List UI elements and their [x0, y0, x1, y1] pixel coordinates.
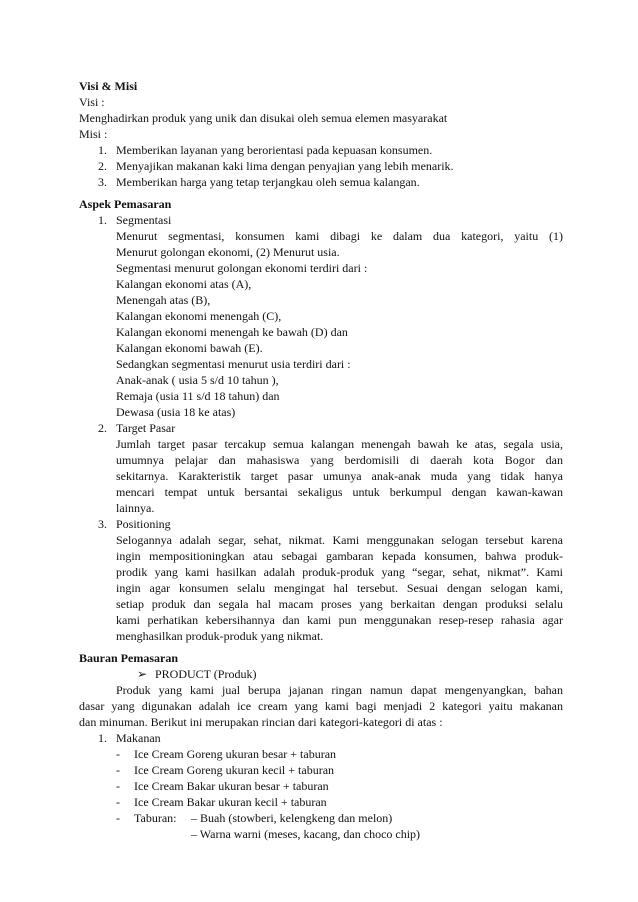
- target-pasar-title: Target Pasar: [116, 421, 176, 435]
- positioning-line: ingin mempositioningkan atau sebagai gambaran kepada konsumen, bahwa produk-: [116, 549, 563, 563]
- dash-bullet: -: [116, 779, 120, 793]
- menu-item: Ice Cream Goreng ukuran kecil + taburan: [134, 763, 335, 777]
- dash-bullet: -: [116, 747, 120, 761]
- positioning-line: kami perhatikan kebersihannya dan kami pun menggunakan resep-resep rahasia agar: [116, 613, 563, 627]
- section-heading-visi-misi: Visi & Misi: [79, 79, 138, 93]
- segmentasi-number: 1.: [98, 213, 107, 227]
- taburan-line: – Warna warni (meses, kacang, dan choco chip): [191, 827, 421, 841]
- dash-bullet: -: [116, 763, 120, 777]
- product-paragraph-line: dan minuman. Berikut ini merupakan rincian dari kategori-kategori di atas :: [79, 715, 443, 729]
- segmentasi-line: Remaja (usia 11 s/d 18 tahun) dan: [116, 389, 280, 403]
- target-pasar-line: Jumlah target pasar tercakup semua kalangan menengah bawah ke atas, segala usia,: [116, 437, 563, 451]
- menu-item: Ice Cream Goreng ukuran besar + taburan: [134, 747, 337, 761]
- segmentasi-line: Kalangan ekonomi menengah ke bawah (D) dan: [116, 325, 348, 339]
- misi-label: Misi :: [79, 127, 108, 141]
- target-pasar-line: mencari tempat untuk bersantai sekaligus untuk berkumpul dengan kawan-kawan: [116, 485, 563, 499]
- product-paragraph-line: Produk yang kami jual berupa jajanan ringan namun dapat mengenyangkan, bahan: [116, 683, 563, 697]
- misi-item-number: 1.: [98, 143, 107, 157]
- misi-item-number: 2.: [98, 159, 107, 173]
- menu-item: Ice Cream Bakar ukuran kecil + taburan: [134, 795, 327, 809]
- makanan-title: Makanan: [116, 731, 161, 745]
- positioning-number: 3.: [98, 517, 107, 531]
- positioning-line: prodik yang kami hasilkan adalah produk-produk yang “segar, sehat, nikmat”. Kami: [116, 565, 563, 579]
- positioning-title: Positioning: [116, 517, 171, 531]
- segmentasi-line: Kalangan ekonomi bawah (E).: [116, 341, 263, 355]
- product-subheading: PRODUCT (Produk): [155, 667, 257, 681]
- misi-item-text: Memberikan layanan yang berorientasi pada kepuasan konsumen.: [116, 143, 433, 157]
- dash-bullet: -: [116, 811, 120, 825]
- menu-item: Ice Cream Bakar ukuran besar + taburan: [134, 779, 329, 793]
- segmentasi-line: Menurut segmentasi, konsumen kami dibagi ke dalam dua kategori, yaitu (1): [116, 229, 563, 243]
- visi-text: Menghadirkan produk yang unik dan disukai oleh semua elemen masyarakat: [79, 111, 448, 125]
- positioning-line: Selogannya adalah segar, sehat, nikmat. Kami menggunakan selogan tersebut karena: [116, 533, 563, 547]
- segmentasi-line: Sedangkan segmentasi menurut usia terdiri dari :: [116, 357, 351, 371]
- taburan-label: Taburan:: [134, 811, 177, 825]
- segmentasi-line: Dewasa (usia 18 ke atas): [116, 405, 236, 419]
- product-paragraph-line: dasar yang digunakan adalah ice cream yang kami bagi menjadi 2 kategori yaitu makanan: [79, 699, 563, 713]
- segmentasi-line: Kalangan ekonomi menengah (C),: [116, 309, 282, 323]
- positioning-line: menghasilkan produk-produk yang nikmat.: [116, 629, 324, 643]
- positioning-line: ingin agar konsumen selalu mengingat hal tersebut. Sesuai dengan selogan kami,: [116, 581, 563, 595]
- segmentasi-line: Segmentasi menurut golongan ekonomi terdiri dari :: [116, 261, 368, 275]
- target-pasar-line: sekitarnya. Karakteristik target pasar umunya anak-anak muda yang tidak hanya: [116, 469, 563, 483]
- target-pasar-line: lainnya.: [116, 501, 155, 515]
- segmentasi-line: Menurut golongan ekonomi, (2) Menurut usia.: [116, 245, 340, 259]
- makanan-number: 1.: [98, 731, 107, 745]
- misi-item-number: 3.: [98, 175, 107, 189]
- section-heading-aspek-pemasaran: Aspek Pemasaran: [79, 197, 172, 211]
- target-pasar-line: umumnya pelajar dan mahasiswa yang berdomisili di daerah kota Bogor dan: [116, 453, 563, 467]
- segmentasi-title: Segmentasi: [116, 213, 172, 227]
- section-heading-bauran-pemasaran: Bauran Pemasaran: [79, 651, 178, 665]
- visi-label: Visi :: [79, 95, 105, 109]
- positioning-line: setiap produk dan segala hal macam proses yang berkaitan dengan produksi selalu: [116, 597, 563, 611]
- segmentasi-line: Kalangan ekonomi atas (A),: [116, 277, 252, 291]
- target-pasar-number: 2.: [98, 421, 107, 435]
- taburan-line: – Buah (stowberi, kelengkeng dan melon): [191, 811, 393, 825]
- arrow-bullet-icon: ➢: [137, 667, 148, 681]
- misi-item-text: Memberikan harga yang tetap terjangkau oleh semua kalangan.: [116, 175, 420, 189]
- dash-bullet: -: [116, 795, 120, 809]
- segmentasi-line: Anak-anak ( usia 5 s/d 10 tahun ),: [116, 373, 279, 387]
- segmentasi-line: Menengah atas (B),: [116, 293, 211, 307]
- misi-item-text: Menyajikan makanan kaki lima dengan penyajian yang lebih menarik.: [116, 159, 454, 173]
